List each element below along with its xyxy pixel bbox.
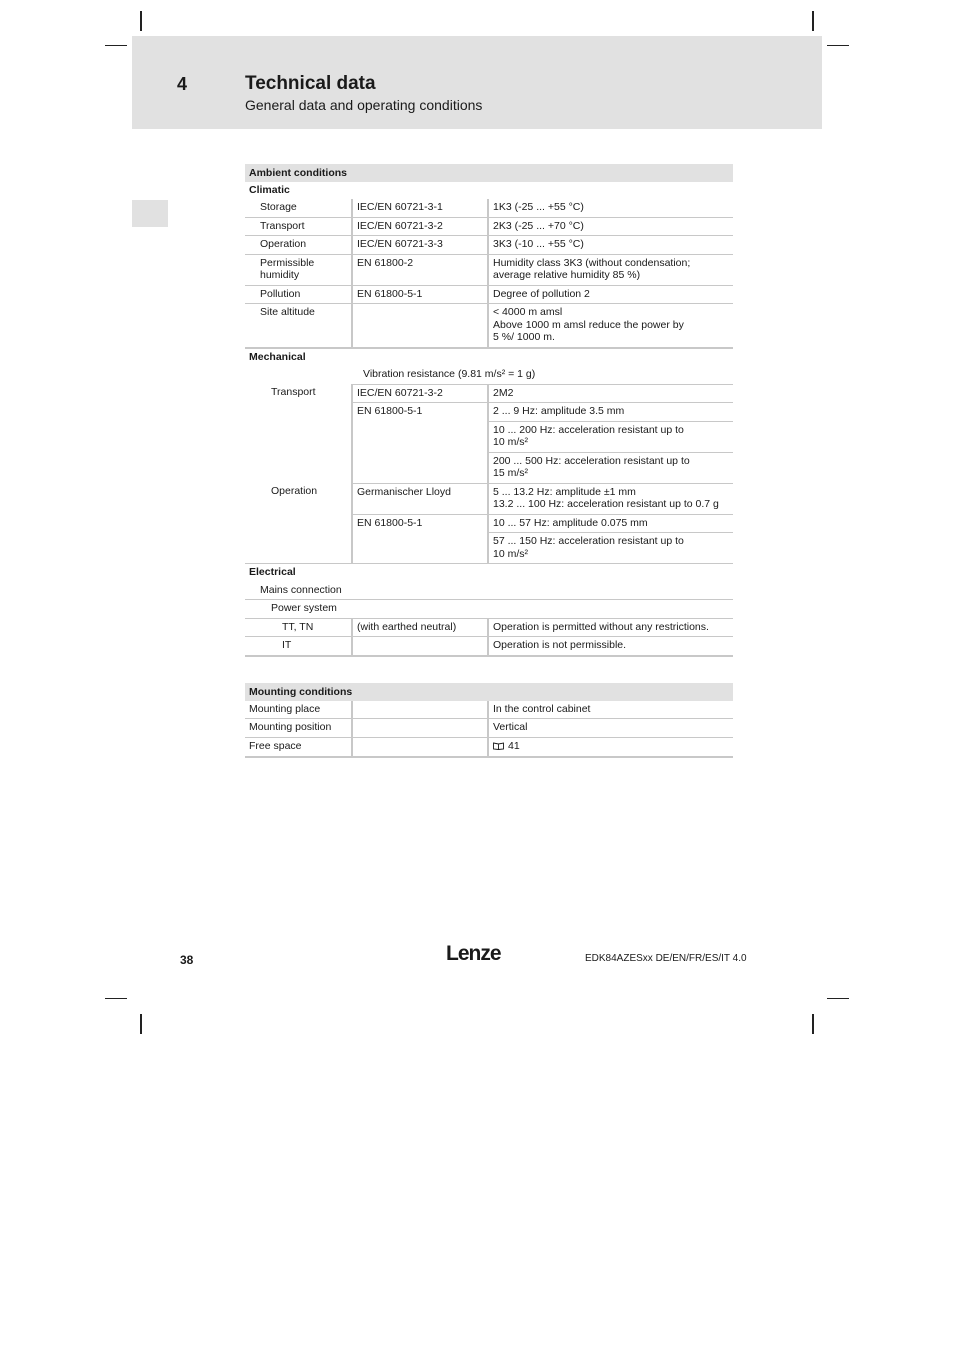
document-id: EDK84AZESxx DE/EN/FR/ES/IT 4.0 xyxy=(585,953,747,964)
brand-logo: Lenze xyxy=(446,942,501,965)
param-cell: Permissible humidity xyxy=(245,254,352,285)
value-cell xyxy=(488,737,733,757)
crop-mark xyxy=(812,1014,814,1034)
table-row xyxy=(245,719,733,738)
value-cell: Operation is not permissible. xyxy=(488,637,733,656)
power-system-label: Power system xyxy=(245,600,733,619)
value-cell: Degree of pollution 2 xyxy=(488,285,733,304)
table-title-row xyxy=(245,683,733,701)
table-row xyxy=(245,366,733,384)
section-label-mechanical: Mechanical xyxy=(249,350,306,363)
table-row xyxy=(245,600,733,619)
standard-cell: Germanischer Lloyd xyxy=(352,483,488,514)
mounting-conditions-table xyxy=(245,683,733,758)
value-cell: 200 ... 500 Hz: acceleration resistant up to 15 m/s² xyxy=(488,452,733,483)
param-cell: Free space xyxy=(245,737,352,757)
param-cell: Transport xyxy=(245,217,352,236)
standard-cell: IEC/EN 60721-3-2 xyxy=(352,217,488,236)
table-row xyxy=(245,737,733,757)
value-cell: < 4000 m amsl Above 1000 m amsl reduce the power by 5 %/ 1000 m. xyxy=(488,304,733,348)
value-cell: 2 ... 9 Hz: amplitude 3.5 mm xyxy=(488,403,733,422)
value-cell: 5 ... 13.2 Hz: amplitude ±1 mm 13.2 ... 100 Hz: acceleration resistant up to 0.7 g xyxy=(488,483,733,514)
crop-mark xyxy=(140,1014,142,1034)
table-title: Ambient conditions xyxy=(245,164,733,182)
value-cell: Humidity class 3K3 (without condensation; average relative humidity 85 %) xyxy=(488,254,733,285)
value-cell: 10 ... 57 Hz: amplitude 0.075 mm xyxy=(488,514,733,533)
ambient-conditions-table xyxy=(245,164,733,657)
table-row xyxy=(245,701,733,719)
mains-connection-label: Mains connection xyxy=(245,582,733,600)
table-row xyxy=(245,384,733,403)
standard-cell: EN 61800-5-1 xyxy=(352,514,488,533)
table-row xyxy=(245,217,733,236)
param-cell: Storage xyxy=(245,199,352,217)
param-cell: Mounting place xyxy=(245,701,352,719)
table-row xyxy=(245,637,733,656)
table-row xyxy=(245,421,733,452)
standard-cell: IEC/EN 60721-3-3 xyxy=(352,236,488,255)
table-row xyxy=(245,403,733,422)
chapter-subtitle: General data and operating conditions xyxy=(245,97,483,113)
table-row xyxy=(245,452,733,483)
param-cell: Operation xyxy=(271,485,318,497)
chapter-side-tab xyxy=(132,200,168,227)
standard-cell: (with earthed neutral) xyxy=(352,618,488,637)
value-cell: 3K3 (-10 ... +55 °C) xyxy=(488,236,733,255)
standard-cell: IEC/EN 60721-3-1 xyxy=(352,199,488,217)
crop-mark xyxy=(105,45,127,46)
standard-cell xyxy=(352,637,488,656)
vibration-label: Vibration resistance (9.81 m/s² = 1 g) xyxy=(352,366,733,384)
standard-cell: EN 61800-5-1 xyxy=(352,403,488,422)
book-icon xyxy=(493,741,504,754)
param-cell: Transport xyxy=(271,386,316,398)
value-cell: 1K3 (-25 ... +55 °C) xyxy=(488,199,733,217)
table-row xyxy=(245,618,733,637)
table-row xyxy=(245,236,733,255)
value-cell: Vertical xyxy=(488,719,733,738)
table-title: Mounting conditions xyxy=(245,683,733,701)
value-cell: 57 ... 150 Hz: acceleration resistant up to 10 m/s² xyxy=(488,533,733,564)
section-label-climatic: Climatic xyxy=(249,183,290,196)
table-row xyxy=(245,514,733,533)
standard-cell: EN 61800-2 xyxy=(352,254,488,285)
table-row xyxy=(245,483,733,514)
param-cell: Pollution xyxy=(245,285,352,304)
crop-mark xyxy=(827,998,849,999)
value-cell: 10 ... 200 Hz: acceleration resistant up to 10 m/s² xyxy=(488,421,733,452)
section-label-electrical: Electrical xyxy=(249,566,296,578)
table-row xyxy=(245,199,733,217)
standard-cell: IEC/EN 60721-3-2 xyxy=(352,384,488,403)
table-row xyxy=(245,304,733,348)
section-row xyxy=(245,348,733,367)
section-row xyxy=(245,564,733,582)
param-cell: Site altitude xyxy=(245,304,352,348)
chapter-number: 4 xyxy=(177,74,188,94)
table-row xyxy=(245,582,733,600)
page-number: 38 xyxy=(180,953,194,967)
value-cell: 2K3 (-25 ... +70 °C) xyxy=(488,217,733,236)
value-cell: In the control cabinet xyxy=(488,701,733,719)
chapter-title: Technical data xyxy=(245,73,376,94)
crop-mark xyxy=(105,998,127,999)
standard-cell: EN 61800-5-1 xyxy=(352,285,488,304)
table-title-row xyxy=(245,164,733,182)
param-cell: Operation xyxy=(245,236,352,255)
param-cell: TT, TN xyxy=(245,618,352,637)
table-row xyxy=(245,533,733,564)
value-cell: 2M2 xyxy=(488,384,733,403)
section-row xyxy=(245,182,733,200)
header-band xyxy=(132,36,822,129)
param-cell: IT xyxy=(245,637,352,656)
table-row xyxy=(245,285,733,304)
standard-cell xyxy=(352,304,488,348)
crop-mark xyxy=(827,45,849,46)
crop-mark xyxy=(140,11,142,31)
value-cell: Operation is permitted without any restrictions. xyxy=(488,618,733,637)
crop-mark xyxy=(812,11,814,31)
param-cell: Mounting position xyxy=(245,719,352,738)
table-row xyxy=(245,254,733,285)
page-reference: 41 xyxy=(508,739,520,752)
